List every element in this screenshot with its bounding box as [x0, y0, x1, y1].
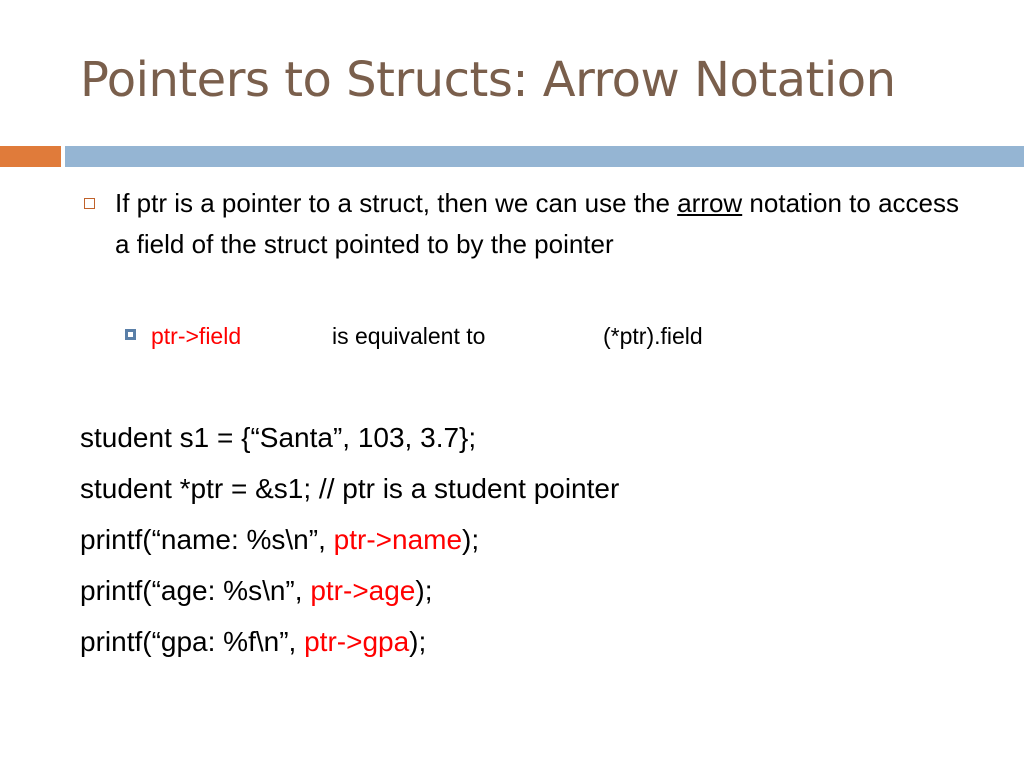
- arrow-expression: ptr->field: [151, 323, 242, 349]
- code-line-3-start: printf(“name: %s\n”,: [80, 524, 334, 555]
- code-line-5-start: printf(“gpa: %f\n”,: [80, 626, 305, 657]
- code-line-5-end: );: [409, 626, 427, 657]
- code-line-3: [80, 514, 619, 565]
- code-line-5-highlight: ptr->gpa: [304, 626, 410, 657]
- deref-expression: (*ptr).field: [603, 323, 703, 349]
- slide-title: Pointers to Structs: Arrow Notation: [80, 52, 896, 108]
- title-accent-bar: [0, 146, 61, 167]
- code-line-5: [80, 616, 619, 667]
- code-line-1: student s1 = {“Santa”, 103, 3.7};: [80, 422, 477, 453]
- underlined-word-arrow: arrow: [677, 188, 743, 218]
- bullet-arrow-notation: [84, 183, 984, 265]
- bullet-text-start: If ptr is a pointer to a struct, then we can use the: [115, 188, 678, 218]
- code-line-2: student *ptr = &s1; // ptr is a student pointer: [80, 473, 620, 504]
- code-line-4: [80, 565, 619, 616]
- bullet-text: [115, 183, 975, 265]
- hollow-square-bullet-icon: [84, 198, 95, 209]
- code-line-4-highlight: ptr->age: [310, 575, 416, 606]
- code-line-4-end: );: [415, 575, 433, 606]
- title-divider-bar: [65, 146, 1024, 167]
- code-line-3-highlight: ptr->name: [333, 524, 463, 555]
- equivalence-text: is equivalent to: [332, 323, 486, 349]
- code-line-3-end: );: [462, 524, 480, 555]
- code-line-4-start: printf(“age: %s\n”,: [80, 575, 311, 606]
- bullet-text-end: notation to access a field of the struct pointed to by the pointer: [115, 188, 960, 259]
- code-example: [80, 412, 619, 667]
- filled-square-bullet-icon: [125, 329, 136, 340]
